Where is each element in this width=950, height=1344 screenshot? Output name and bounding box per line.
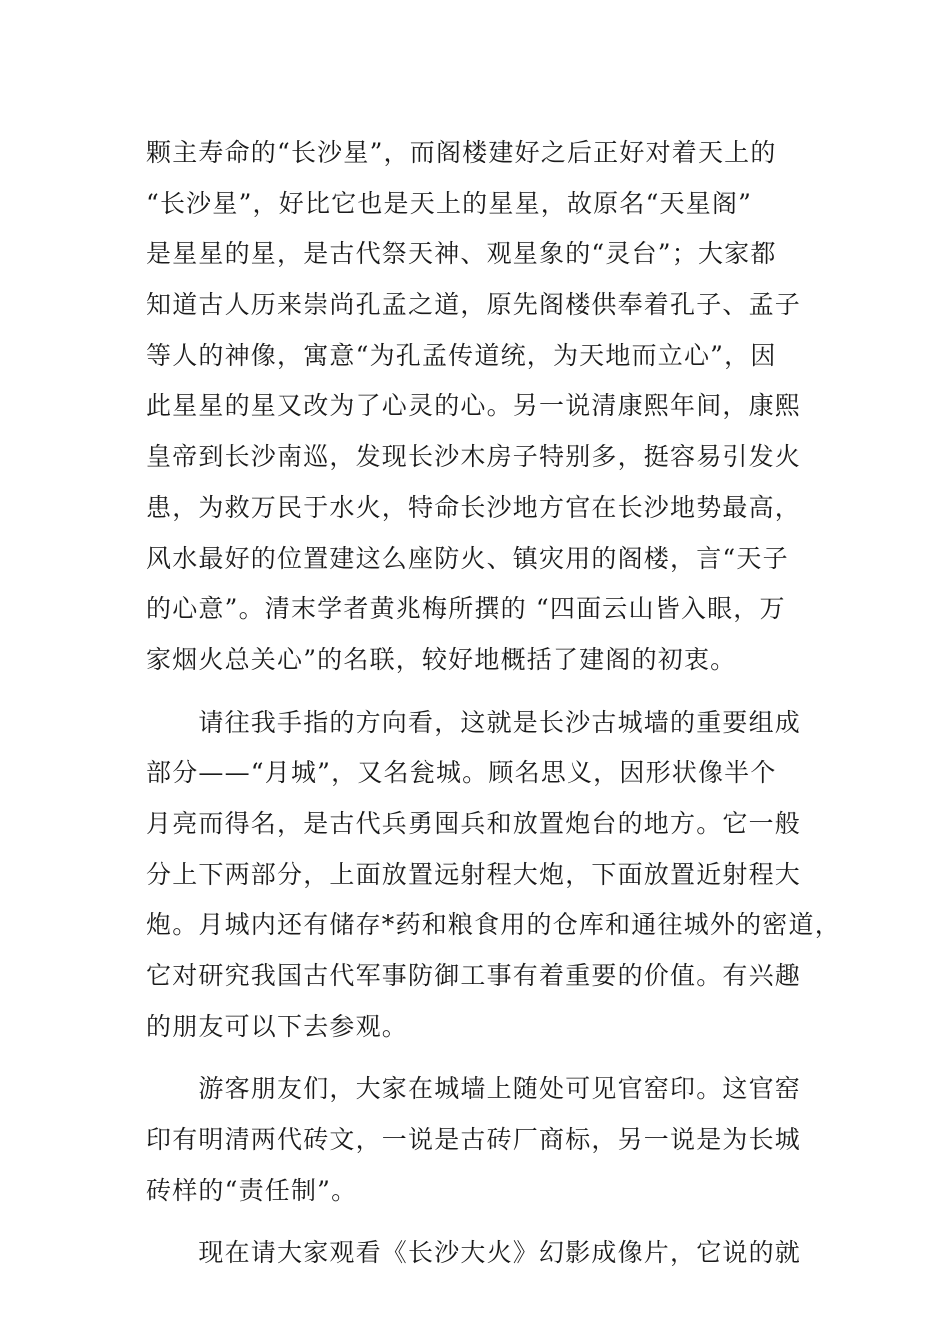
document-body <box>146 128 841 1279</box>
text-line: 家烟火总关心”的名联，较好地概括了建阁的初衷。 <box>146 644 737 674</box>
text-line: 患，为救万民于水火，特命长沙地方官在长沙地势最高， <box>146 492 802 522</box>
text-line: 皇帝到长沙南巡，发现长沙木房子特别多，挺容易引发火 <box>146 442 802 472</box>
text-line: 分上下两部分，上面放置远射程大炮，下面放置近射程大 <box>146 859 802 889</box>
paragraph <box>146 128 826 686</box>
text-line: 是星星的星，是古代祭天神、观星象的“灵台”；大家都 <box>146 239 777 269</box>
text-line: 现在请大家观看《长沙大火》幻影成像片，它说的就 <box>146 1238 802 1268</box>
text-line: 炮。月城内还有储存*药和粮食用的仓库和通往城外的密道， <box>146 910 841 940</box>
text-line: 砖样的“责任制”。 <box>146 1175 358 1205</box>
text-line: 它对研究我国古代军事防御工事有着重要的价值。有兴趣 <box>146 961 802 990</box>
text-line: 部分——“月城”，又名瓮城。顾名思义，因形状像半个 <box>146 758 777 788</box>
text-line: 的朋友可以下去参观。 <box>146 1011 409 1041</box>
paragraph <box>146 1064 826 1216</box>
text-line: 的心意”。清末学者黄兆梅所撰的 “四面云山皆入眼，万 <box>146 594 786 624</box>
paragraph-gap <box>146 686 826 698</box>
text-line: 此星星的星又改为了心灵的心。另一说清康熙年间，康熙 <box>146 391 802 421</box>
text-line: 请往我手指的方向看，这就是长沙古城墙的重要组成 <box>146 707 802 737</box>
text-line: 游客朋友们，大家在城墙上随处可见官窑印。这官窑 <box>146 1074 802 1104</box>
paragraph-gap <box>146 1052 826 1064</box>
paragraph-gap <box>146 1216 826 1228</box>
text-line: 知道古人历来崇尚孔孟之道，原先阁楼供奉着孔子、孟子 <box>146 290 802 320</box>
text-line: 等人的神像，寓意“为孔孟传道统，为天地而立心”，因 <box>146 340 777 370</box>
text-line: 风水最好的位置建这么座防火、镇灾用的阁楼，言“天子 <box>146 543 789 573</box>
paragraph <box>146 698 841 1053</box>
text-line: 月亮而得名，是古代兵勇囤兵和放置炮台的地方。它一般 <box>146 808 802 838</box>
paragraph <box>146 1228 826 1279</box>
text-line: 颗主寿命的“长沙星”，而阁楼建好之后正好对着天上的 <box>146 138 777 167</box>
text-line: 印有明清两代砖文，一说是古砖厂商标，另一说是为长城 <box>146 1125 802 1155</box>
text-line: “长沙星”，好比它也是天上的星星，故原名“天星阁” <box>146 188 753 218</box>
